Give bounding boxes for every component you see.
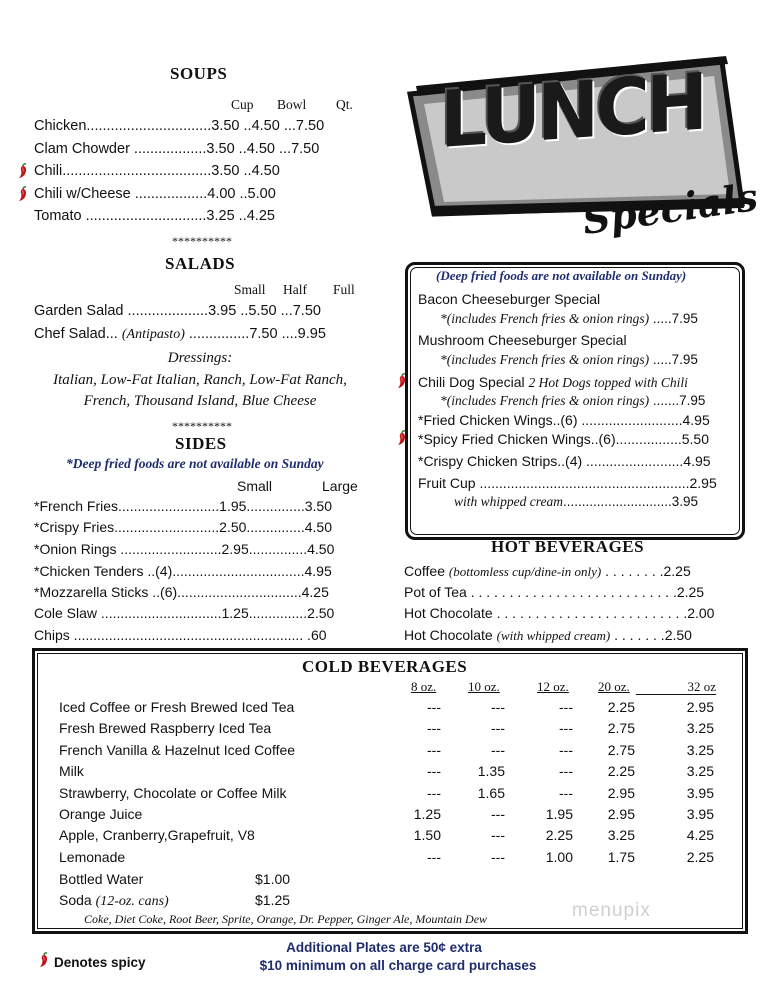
sides-col-small: Small	[237, 478, 273, 494]
cold-beverage-price: 3.25	[607, 827, 635, 843]
cold-beverage-name: Milk	[59, 763, 84, 779]
soda-name	[59, 892, 169, 910]
hot-beverage-price: 2.25	[676, 584, 705, 600]
side-item: Chips ........................................................... .60	[34, 627, 327, 643]
lunch-item-sub-text: *(includes French fries & onion rings)	[440, 311, 650, 326]
cold-beverage-name: Orange Juice	[59, 806, 143, 822]
cold-beverage-name: Apple, Cranberry,Grapefruit, V8	[59, 827, 255, 843]
cold-beverages-heading: COLD BEVERAGES	[302, 657, 468, 676]
hot-beverage-name: Coffee	[404, 563, 449, 579]
side-item: Cole Slaw ...............................1.25...............2.50	[34, 605, 335, 621]
soups-heading: SOUPS	[170, 64, 228, 83]
lunch-item-name-note: 2 Hot Dogs topped with Chili	[528, 375, 688, 390]
cold-beverage-price: ---	[427, 849, 441, 865]
lunch-item-name: Mushroom Cheeseburger Special	[418, 332, 627, 348]
lunch-item-price: .....7.95	[649, 352, 698, 367]
lunch-item-sub-text: *(includes French fries & onion rings)	[440, 352, 650, 367]
cold-beverage-price: ---	[491, 742, 505, 758]
hot-beverage-name: Hot Chocolate	[404, 605, 497, 621]
lunch-note: (Deep fried foods are not available on Sunday)	[436, 268, 687, 283]
cold-beverage-price: ---	[491, 827, 505, 843]
soup-item: Clam Chowder ..................3.50 ..4.50 ...7.50	[34, 141, 320, 157]
salads-heading: SALADS	[165, 254, 236, 273]
salad-item-prices: ...............7.50 ....9.95	[184, 326, 326, 342]
soda-name-text: Soda	[59, 892, 96, 908]
salad-item	[34, 303, 321, 319]
cold-beverage-price: 2.25	[607, 699, 635, 715]
cold-beverage-price: 1.65	[477, 785, 505, 801]
hot-beverage-item	[404, 627, 692, 644]
cold-beverage-price: 3.95	[686, 785, 714, 801]
cold-beverage-price: ---	[559, 742, 573, 758]
salads-col-full: Full	[333, 282, 355, 297]
lunch-item-price: .......7.95	[649, 393, 706, 408]
cold-beverage-price: 2.25	[686, 849, 714, 865]
cold-size-header: 32 oz	[636, 679, 716, 695]
hot-beverage-name: Hot Chocolate	[404, 627, 497, 643]
sides-col-large: Large	[322, 478, 358, 494]
cold-beverage-price: ---	[427, 720, 441, 736]
salads-col-half: Half	[283, 282, 307, 297]
hot-beverage-item	[404, 605, 714, 621]
side-item: *French Fries..........................1.95...............3.50	[34, 498, 332, 514]
cold-beverage-name: French Vanilla & Hazelnut Iced Coffee	[59, 742, 296, 758]
cold-beverage-price: 3.25	[686, 720, 714, 736]
side-item: *Chicken Tenders ..(4)..................................4.95	[34, 563, 332, 579]
lunch-single-item: *Fried Chicken Wings..(6) ..........................4.95	[418, 412, 710, 428]
soup-item: Chili.....................................3.50 ..4.50	[34, 163, 280, 179]
hot-beverage-item	[404, 584, 704, 600]
lunch-item-name	[418, 374, 688, 391]
cold-beverage-price: 1.50	[413, 827, 441, 843]
hot-beverage-dots: . . . . . . . . . . . . . . . . . . . . . . . . .	[496, 605, 688, 621]
soup-item: Tomato ..............................3.25 ..4.25	[34, 208, 275, 224]
lunch-item-price: .....7.95	[649, 311, 698, 326]
cold-beverage-name: Iced Coffee or Fresh Brewed Iced Tea	[59, 699, 295, 715]
lunch-item-name: Bacon Cheeseburger Special	[418, 291, 601, 307]
cold-beverage-price: 2.75	[607, 742, 635, 758]
hot-beverage-note: (bottomless cup/dine-in only)	[448, 564, 602, 579]
cold-beverage-price: ---	[427, 785, 441, 801]
cold-beverage-price: ---	[491, 699, 505, 715]
cold-beverage-price: 4.25	[686, 827, 714, 843]
cold-size-header: 8 oz.	[411, 679, 437, 694]
cold-beverage-name: Strawberry, Chocolate or Coffee Milk	[59, 785, 287, 801]
hot-beverage-price: 2.25	[663, 563, 691, 579]
footer-line: $10 minimum on all charge card purchases	[259, 958, 537, 973]
lunch-single-item: *Spicy Fried Chicken Wings..(6).................5.50	[418, 431, 709, 447]
fruit-cup-sub	[454, 494, 698, 510]
salad-item-note: (Antipasto)	[121, 327, 185, 342]
cold-beverage-price: ---	[427, 699, 441, 715]
cold-beverage-price: 1.00	[545, 849, 573, 865]
hot-beverage-price: 2.00	[687, 605, 715, 621]
specials-script: Specials	[579, 173, 761, 244]
chili-spicy-icon	[17, 163, 29, 179]
cold-beverage-price: 1.25	[413, 806, 441, 822]
cold-beverage-price: ---	[491, 849, 505, 865]
dressings-line: Italian, Low-Fat Italian, Ranch, Low-Fat Ranch,	[53, 372, 347, 388]
cold-beverage-price: ---	[427, 763, 441, 779]
salad-item-text: Chef Salad...	[34, 326, 118, 342]
salad-item-text: Garden Salad ....................3.95 ..5.50 ...7.50	[34, 303, 321, 319]
cold-beverage-price: ---	[491, 720, 505, 736]
fruit-cup-item: Fruit Cup ......................................................2.95	[418, 475, 717, 491]
hot-beverage-price: 2.50	[664, 627, 692, 643]
footer-line: Additional Plates are 50¢ extra	[286, 940, 482, 955]
lunch-word: LUNCH	[440, 57, 705, 166]
fruit-cup-sub-text: with whipped cream	[454, 494, 563, 509]
fruit-cup-sub-price: .............................3.95	[563, 494, 699, 509]
cold-beverage-price: 3.25	[686, 763, 714, 779]
chili-spicy-icon	[17, 186, 29, 202]
lunch-item-sub	[440, 311, 698, 327]
salads-separator: **********	[172, 419, 232, 433]
cold-beverage-price: 2.25	[607, 763, 635, 779]
cold-beverage-price: 2.95	[686, 699, 714, 715]
chili-spicy-icon	[396, 430, 408, 446]
cold-beverage-price: ---	[559, 763, 573, 779]
soups-separator: **********	[172, 234, 232, 248]
sides-note: *Deep fried foods are not available on Sunday	[66, 456, 324, 471]
side-item: *Mozzarella Sticks ..(6)................................4.25	[34, 584, 329, 600]
lunch-single-item: *Crispy Chicken Strips..(4) .........................4.95	[418, 453, 711, 469]
soups-col-cup: Cup	[231, 97, 254, 112]
soda-price: $1.25	[255, 892, 291, 908]
cold-beverage-price: ---	[427, 742, 441, 758]
bottled-water-name: Bottled Water	[59, 871, 144, 887]
dressings-line: French, Thousand Island, Blue Cheese	[83, 393, 317, 409]
cold-beverage-price: ---	[559, 785, 573, 801]
hot-beverages-heading: HOT BEVERAGES	[491, 537, 645, 556]
hot-beverage-dots: . . . . . . . .	[601, 563, 664, 579]
sides-heading: SIDES	[175, 434, 227, 453]
cold-beverage-name: Lemonade	[59, 849, 126, 865]
lunch-item-sub	[440, 393, 705, 409]
bottled-water-price: $1.00	[255, 871, 291, 887]
cold-beverage-price: 2.95	[607, 785, 635, 801]
hot-beverage-name: Pot of Tea	[404, 584, 471, 600]
cold-beverage-price: 2.75	[607, 720, 635, 736]
soda-note: (12-oz. cans)	[95, 894, 169, 909]
dressings-title: Dressings:	[167, 350, 233, 366]
cold-beverage-price: 3.25	[686, 742, 714, 758]
cold-beverage-price: ---	[491, 806, 505, 822]
soup-item: Chili w/Cheese ..................4.00 ..5.00	[34, 186, 276, 202]
salad-item	[34, 326, 326, 343]
salads-col-small: Small	[234, 282, 266, 297]
cold-size-header: 10 oz.	[468, 679, 500, 694]
side-item: *Crispy Fries...........................2.50...............4.50	[34, 519, 332, 535]
side-item: *Onion Rings ..........................2.95...............4.50	[34, 541, 335, 557]
hot-beverage-note: (with whipped cream)	[496, 628, 611, 643]
cold-beverage-price: 1.35	[477, 763, 505, 779]
cold-beverage-price: ---	[559, 720, 573, 736]
soda-list: Coke, Diet Coke, Root Beer, Sprite, Orange, Dr. Pepper, Ginger Ale, Mountain Dew	[84, 912, 488, 926]
hot-beverage-dots: . . . . . . . . . . . . . . . . . . . . . . . . . . .	[470, 584, 677, 600]
menupix-watermark: menupix	[572, 900, 651, 921]
cold-beverage-price: ---	[559, 699, 573, 715]
lunch-item-name-text: Chili Dog Special	[418, 374, 529, 390]
cold-size-header: 20 oz.	[598, 679, 630, 694]
hot-beverage-dots: . . . . . . .	[610, 627, 665, 643]
soups-col-qt: Qt.	[336, 97, 353, 112]
cold-beverage-price: 3.95	[686, 806, 714, 822]
lunch-item-sub	[440, 352, 698, 368]
spicy-legend: Denotes spicy	[54, 955, 146, 970]
lunch-item-sub-text: *(includes French fries & onion rings)	[440, 393, 650, 408]
cold-size-header: 12 oz.	[537, 679, 569, 694]
cold-beverage-price: 2.25	[545, 827, 573, 843]
cold-beverage-price: 1.75	[607, 849, 635, 865]
cold-beverage-price: 1.95	[545, 806, 573, 822]
soups-col-bowl: Bowl	[277, 97, 307, 112]
soup-item: Chicken...............................3.50 ..4.50 ...7.50	[34, 118, 325, 134]
hot-beverage-item	[404, 563, 691, 580]
cold-beverage-price: 2.95	[607, 806, 635, 822]
cold-beverage-name: Fresh Brewed Raspberry Iced Tea	[59, 720, 272, 736]
chili-spicy-icon	[396, 373, 408, 389]
